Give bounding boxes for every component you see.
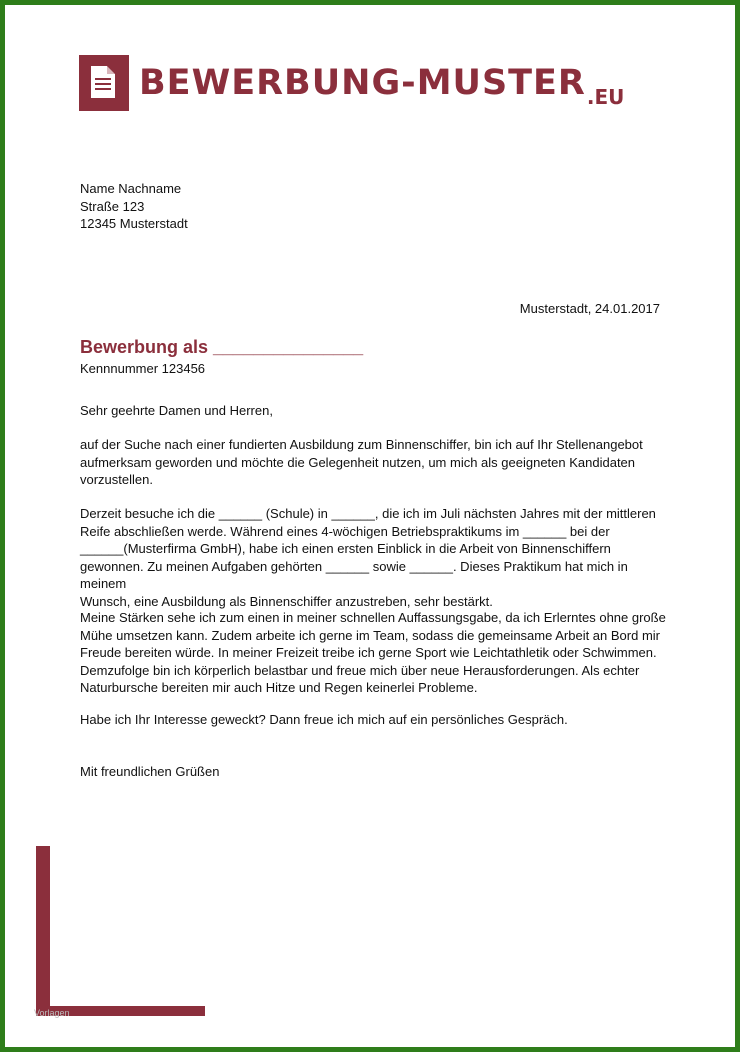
paragraph-line: vorzustellen. [80, 472, 153, 487]
paragraph-intro [80, 436, 670, 489]
closing: Mit freundlichen Grüßen [80, 764, 220, 779]
paragraph-line: aufmerksam geworden und möchte die Gelegenheit nutzen, um mich als geeigneten Kandidaten [80, 454, 636, 470]
watermark: Vorlagen [34, 1008, 70, 1018]
paragraph-line: Mühe umsetzen kann. Zudem arbeite ich gerne im Team, sodass die gemeinsame Arbeit an Bord mir [80, 627, 660, 643]
paragraph-line: Meine Stärken sehe ich zum einen in meiner schnellen Auffassungsgabe, da ich Erlerntes ohne große [80, 610, 666, 625]
paragraph-line: Demzufolge bin ich körperlich belastbar und freue mich über neue Herausforderungen. Als echter [80, 662, 640, 678]
reference-number: Kennnummer 123456 [80, 361, 206, 376]
paragraph-line: Naturbursche bereiten mir auch Hitze und Regen keinerlei Probleme. [80, 680, 478, 695]
sender-name: Name Nachname [80, 181, 182, 196]
document-icon [79, 55, 129, 111]
decorative-bracket-vertical [36, 846, 50, 1016]
logo-name: BEWERBUNG-MUSTER [139, 62, 586, 103]
paragraph-line: auf der Suche nach einer fundierten Ausbildung zum Binnenschiffer, bin ich auf Ihr Stellenangebot [80, 437, 643, 452]
paragraph-line: gewonnen. Zu meinen Aufgaben gehörten ______ sowie ______. Dieses Praktikum hat mich in meinem [80, 558, 628, 591]
letter-subject: Bewerbung als _______________ [80, 337, 364, 357]
paragraph-line: Habe ich Ihr Interesse geweckt? Dann freue ich mich auf ein persönliches Gespräch. [80, 712, 568, 727]
sender-city: 12345 Musterstadt [80, 216, 188, 231]
paragraph-line: ______(Musterfirma GmbH), habe ich einen ersten Einblick in die Arbeit von Binnenschiffern [80, 541, 611, 556]
sender-street: Straße 123 [80, 198, 145, 214]
paragraph-line: Derzeit besuche ich die ______ (Schule) in ______, die ich im Juli nächsten Jahres mit der mittleren [80, 506, 656, 521]
paragraph-interest [80, 711, 670, 729]
sender-address [80, 180, 188, 233]
paragraph-line: Wunsch, eine Ausbildung als Binnenschiffer anzustreben, sehr bestärkt. [80, 593, 493, 609]
logo [79, 55, 624, 111]
paragraph-line: Freude bereiten würde. In meiner Freizeit treibe ich gerne Sport wie Leichtathletik oder Schwimmen. [80, 645, 657, 660]
salutation: Sehr geehrte Damen und Herren, [80, 403, 273, 418]
letter-date: Musterstadt, 24.01.2017 [519, 301, 660, 316]
paragraph-education [80, 505, 670, 610]
logo-tld: .EU [586, 85, 625, 109]
paragraph-strengths [80, 609, 670, 697]
paragraph-line: Reife abschließen werde. Während eines 4-wöchigen Betriebspraktikums im ______ bei der [80, 523, 610, 539]
